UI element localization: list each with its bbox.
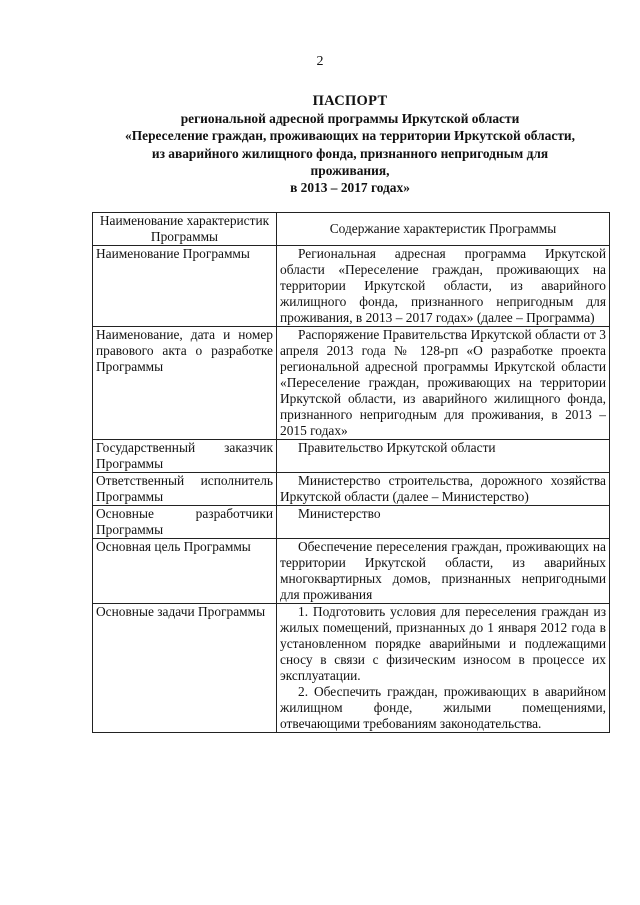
table-row <box>93 327 610 440</box>
content-paragraph: Обеспечение переселения граждан, проживающих на территории Иркутской области, из аварийных многоквартирных домов, признанных непригодными для проживания <box>280 539 606 602</box>
passport-table <box>92 212 610 733</box>
row-content-developers <box>277 506 610 539</box>
row-content-main-tasks <box>277 604 610 733</box>
row-content-program-name <box>277 246 610 327</box>
document-title <box>70 93 630 196</box>
page-number: 2 <box>316 54 324 69</box>
title-line-4: проживания, <box>310 162 390 178</box>
row-name-state-customer: Государственный заказчик Программы <box>93 440 277 473</box>
title-line-1: региональной адресной программы Иркутской области <box>180 111 520 127</box>
table-row <box>93 440 610 473</box>
content-paragraph: Министерство <box>298 506 381 521</box>
header-characteristic-name: Наименование характеристик Программы <box>93 213 277 246</box>
row-content-legal-act <box>277 327 610 440</box>
content-paragraph: 1. Подготовить условия для переселения граждан из жилых помещений, признанных до 1 января 2012 года в установленном порядке аварийными и подлежащими сносу в связи с физическим износом в процессе их эксплуатации. <box>280 604 606 683</box>
row-content-responsible-executor <box>277 473 610 506</box>
table-row <box>93 473 610 506</box>
content-paragraph: Правительство Иркутской области <box>298 440 496 455</box>
table-row <box>93 246 610 327</box>
title-heading: ПАСПОРТ <box>312 93 388 109</box>
content-paragraph: 2. Обеспечить граждан, проживающих в аварийном жилищном фонде, жилыми помещениями, отвечающими требованиям законодательства. <box>280 684 606 731</box>
row-name-legal-act: Наименование, дата и номер правового акта о разработке Программы <box>93 327 277 440</box>
row-name-main-tasks: Основные задачи Программы <box>93 604 277 733</box>
title-line-2: «Переселение граждан, проживающих на территории Иркутской области, <box>125 128 575 144</box>
title-line-3: из аварийного жилищного фонда, признанного непригодным для <box>151 145 549 161</box>
title-line-5: в 2013 – 2017 годах» <box>290 180 410 196</box>
header-characteristic-content: Содержание характеристик Программы <box>277 213 610 246</box>
table-row <box>93 539 610 604</box>
row-name-developers: Основные разработчики Программы <box>93 506 277 539</box>
content-paragraph: Региональная адресная программа Иркутской области «Переселение граждан, проживающих на территории Иркутской области, из аварийного жилищного фонда, признанного непригодным для проживания, в 2013 – 2017 годах» (далее – Программа) <box>280 246 606 325</box>
row-name-main-goal: Основная цель Программы <box>93 539 277 604</box>
row-name-responsible-executor: Ответственный исполнитель Программы <box>93 473 277 506</box>
table-row <box>93 604 610 733</box>
table-row <box>93 506 610 539</box>
content-paragraph: Распоряжение Правительства Иркутской области от 3 апреля 2013 года № 128-рп «О разработке проекта региональной адресной программы Иркутской области «Переселение граждан, проживающих на территории Иркутской области, из аварийного жилищного фонда, признанного непригодным для проживания, в 2013 – 2015 годах» <box>280 327 606 438</box>
row-content-main-goal <box>277 539 610 604</box>
row-name-program-name: Наименование Программы <box>93 246 277 327</box>
row-content-state-customer <box>277 440 610 473</box>
table-header-row <box>93 213 610 246</box>
content-paragraph: Министерство строительства, дорожного хозяйства Иркутской области (далее – Министерство) <box>280 473 606 504</box>
